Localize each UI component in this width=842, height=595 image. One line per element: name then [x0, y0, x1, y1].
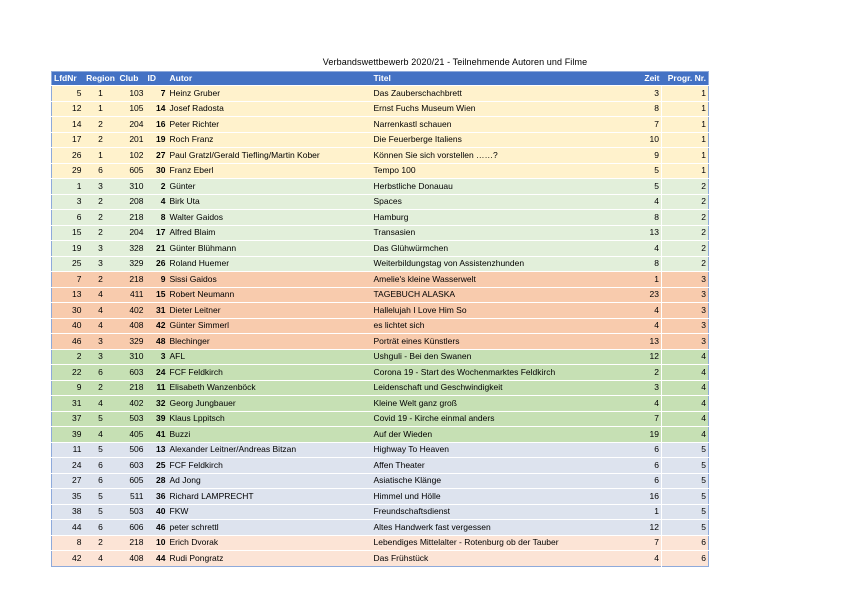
cell-region: 1 [84, 148, 118, 164]
cell-club: 204 [118, 225, 146, 241]
cell-club: 503 [118, 504, 146, 520]
cell-lfdnr: 8 [52, 535, 84, 551]
cell-titel: Affen Theater [372, 458, 622, 474]
cell-region: 4 [84, 551, 118, 567]
cell-zeit: 10 [622, 132, 662, 148]
cell-club: 201 [118, 132, 146, 148]
cell-lfdnr: 6 [52, 210, 84, 226]
cell-zeit: 23 [622, 287, 662, 303]
cell-titel: Ernst Fuchs Museum Wien [372, 101, 622, 117]
document-title [0, 57, 760, 67]
cell-progr-nr: 6 [662, 551, 709, 567]
table-row [52, 210, 709, 226]
cell-id: 44 [146, 551, 168, 567]
cell-zeit: 12 [622, 520, 662, 536]
cell-titel: Porträt eines Künstlers [372, 334, 622, 350]
cell-id: 30 [146, 163, 168, 179]
cell-id: 4 [146, 194, 168, 210]
cell-club: 103 [118, 86, 146, 102]
cell-lfdnr: 11 [52, 442, 84, 458]
cell-autor: Ad Jong [168, 473, 372, 489]
cell-autor: Roch Franz [168, 132, 372, 148]
cell-club: 605 [118, 163, 146, 179]
cell-region: 3 [84, 179, 118, 195]
cell-titel: Amelie's kleine Wasserwelt [372, 272, 622, 288]
cell-id: 2 [146, 179, 168, 195]
cell-region: 2 [84, 132, 118, 148]
cell-club: 218 [118, 210, 146, 226]
table-row [52, 194, 709, 210]
cell-id: 25 [146, 458, 168, 474]
cell-titel: Herbstliche Donauau [372, 179, 622, 195]
cell-progr-nr: 3 [662, 272, 709, 288]
cell-zeit: 19 [622, 427, 662, 443]
cell-zeit: 7 [622, 411, 662, 427]
cell-zeit: 6 [622, 442, 662, 458]
cell-region: 4 [84, 303, 118, 319]
cell-lfdnr: 3 [52, 194, 84, 210]
cell-autor: Günter Blühmann [168, 241, 372, 257]
cell-progr-nr: 3 [662, 334, 709, 350]
cell-autor: Roland Huemer [168, 256, 372, 272]
cell-region: 2 [84, 535, 118, 551]
cell-autor: FCF Feldkirch [168, 458, 372, 474]
cell-zeit: 13 [622, 225, 662, 241]
table-header [52, 72, 709, 86]
cell-zeit: 8 [622, 101, 662, 117]
cell-zeit: 8 [622, 210, 662, 226]
cell-region: 2 [84, 210, 118, 226]
table-body [52, 86, 709, 567]
cell-lfdnr: 39 [52, 427, 84, 443]
cell-id: 32 [146, 396, 168, 412]
table-row [52, 535, 709, 551]
cell-zeit: 3 [622, 86, 662, 102]
cell-region: 5 [84, 442, 118, 458]
cell-region: 5 [84, 504, 118, 520]
table-row [52, 101, 709, 117]
cell-club: 102 [118, 148, 146, 164]
column-header-zeit: Zeit [622, 72, 662, 86]
cell-zeit: 1 [622, 504, 662, 520]
cell-progr-nr: 1 [662, 132, 709, 148]
table-row [52, 148, 709, 164]
cell-id: 31 [146, 303, 168, 319]
cell-club: 405 [118, 427, 146, 443]
cell-region: 3 [84, 349, 118, 365]
cell-lfdnr: 29 [52, 163, 84, 179]
cell-id: 10 [146, 535, 168, 551]
table-row [52, 163, 709, 179]
table-row [52, 489, 709, 505]
cell-lfdnr: 22 [52, 365, 84, 381]
cell-id: 42 [146, 318, 168, 334]
cell-lfdnr: 19 [52, 241, 84, 257]
cell-zeit: 1 [622, 272, 662, 288]
cell-progr-nr: 1 [662, 148, 709, 164]
table-row [52, 349, 709, 365]
table-row [52, 504, 709, 520]
cell-club: 506 [118, 442, 146, 458]
cell-progr-nr: 2 [662, 194, 709, 210]
cell-progr-nr: 5 [662, 473, 709, 489]
cell-progr-nr: 3 [662, 303, 709, 319]
cell-titel: Kleine Welt ganz groß [372, 396, 622, 412]
cell-lfdnr: 9 [52, 380, 84, 396]
cell-progr-nr: 1 [662, 101, 709, 117]
cell-progr-nr: 4 [662, 380, 709, 396]
cell-id: 14 [146, 101, 168, 117]
cell-autor: Josef Radosta [168, 101, 372, 117]
cell-titel: Freundschaftsdienst [372, 504, 622, 520]
cell-titel: Leidenschaft und Geschwindigkeit [372, 380, 622, 396]
cell-progr-nr: 3 [662, 318, 709, 334]
cell-region: 6 [84, 520, 118, 536]
cell-zeit: 6 [622, 473, 662, 489]
table-row [52, 241, 709, 257]
cell-titel: Altes Handwerk fast vergessen [372, 520, 622, 536]
cell-zeit: 4 [622, 303, 662, 319]
table-row [52, 117, 709, 133]
column-header-titel: Titel [372, 72, 622, 86]
cell-lfdnr: 35 [52, 489, 84, 505]
table-row [52, 380, 709, 396]
cell-lfdnr: 38 [52, 504, 84, 520]
cell-autor: Sissi Gaidos [168, 272, 372, 288]
header-row [52, 72, 709, 86]
cell-club: 511 [118, 489, 146, 505]
table-row [52, 303, 709, 319]
column-header-autor: Autor [168, 72, 372, 86]
cell-titel: Das Glühwürmchen [372, 241, 622, 257]
cell-club: 208 [118, 194, 146, 210]
cell-club: 218 [118, 535, 146, 551]
table-row [52, 225, 709, 241]
cell-progr-nr: 5 [662, 442, 709, 458]
cell-region: 6 [84, 458, 118, 474]
cell-lfdnr: 5 [52, 86, 84, 102]
cell-club: 606 [118, 520, 146, 536]
cell-id: 7 [146, 86, 168, 102]
cell-titel: Ushguli - Bei den Swanen [372, 349, 622, 365]
cell-id: 39 [146, 411, 168, 427]
document-title-text: Verbandswettbewerb 2020/21 - Teilnehmende Autoren und Filme [322, 57, 588, 67]
cell-zeit: 8 [622, 256, 662, 272]
cell-region: 3 [84, 241, 118, 257]
cell-id: 48 [146, 334, 168, 350]
table-row [52, 272, 709, 288]
cell-titel: Können Sie sich vorstellen ……? [372, 148, 622, 164]
cell-titel: Himmel und Hölle [372, 489, 622, 505]
cell-zeit: 4 [622, 194, 662, 210]
cell-titel: Covid 19 - Kirche einmal anders [372, 411, 622, 427]
cell-lfdnr: 37 [52, 411, 84, 427]
cell-club: 218 [118, 380, 146, 396]
table-row [52, 86, 709, 102]
cell-titel: Das Frühstück [372, 551, 622, 567]
cell-progr-nr: 6 [662, 535, 709, 551]
cell-zeit: 9 [622, 148, 662, 164]
cell-id: 41 [146, 427, 168, 443]
cell-id: 17 [146, 225, 168, 241]
cell-zeit: 13 [622, 334, 662, 350]
cell-titel: Das Zauberschachbrett [372, 86, 622, 102]
cell-lfdnr: 31 [52, 396, 84, 412]
cell-progr-nr: 1 [662, 86, 709, 102]
cell-progr-nr: 2 [662, 210, 709, 226]
cell-region: 4 [84, 427, 118, 443]
table-row [52, 179, 709, 195]
cell-autor: Franz Eberl [168, 163, 372, 179]
cell-club: 402 [118, 303, 146, 319]
cell-club: 408 [118, 551, 146, 567]
cell-region: 4 [84, 287, 118, 303]
cell-autor: Klaus Lppitsch [168, 411, 372, 427]
table-row [52, 256, 709, 272]
column-header-club: Club [118, 72, 146, 86]
cell-autor: Dieter Leitner [168, 303, 372, 319]
table-row [52, 318, 709, 334]
cell-titel: Die Feuerberge Italiens [372, 132, 622, 148]
table-row [52, 458, 709, 474]
cell-titel: Hallelujah I Love Him So [372, 303, 622, 319]
cell-id: 40 [146, 504, 168, 520]
cell-lfdnr: 24 [52, 458, 84, 474]
cell-id: 8 [146, 210, 168, 226]
cell-lfdnr: 2 [52, 349, 84, 365]
cell-progr-nr: 4 [662, 349, 709, 365]
cell-zeit: 4 [622, 396, 662, 412]
cell-region: 6 [84, 163, 118, 179]
cell-titel: Transasien [372, 225, 622, 241]
cell-autor: Alfred Blaim [168, 225, 372, 241]
cell-region: 4 [84, 318, 118, 334]
cell-id: 13 [146, 442, 168, 458]
cell-id: 9 [146, 272, 168, 288]
cell-lfdnr: 30 [52, 303, 84, 319]
cell-zeit: 3 [622, 380, 662, 396]
column-header-region: Region [84, 72, 118, 86]
cell-progr-nr: 5 [662, 520, 709, 536]
cell-progr-nr: 4 [662, 365, 709, 381]
column-header-id: ID [146, 72, 168, 86]
cell-lfdnr: 42 [52, 551, 84, 567]
cell-club: 218 [118, 272, 146, 288]
cell-id: 3 [146, 349, 168, 365]
cell-autor: Alexander Leitner/Andreas Bitzan [168, 442, 372, 458]
table-row [52, 427, 709, 443]
cell-id: 24 [146, 365, 168, 381]
cell-titel: Corona 19 - Start des Wochenmarktes Feldkirch [372, 365, 622, 381]
table-row [52, 396, 709, 412]
cell-region: 5 [84, 411, 118, 427]
cell-progr-nr: 2 [662, 241, 709, 257]
cell-id: 15 [146, 287, 168, 303]
cell-id: 27 [146, 148, 168, 164]
cell-lfdnr: 27 [52, 473, 84, 489]
cell-autor: FKW [168, 504, 372, 520]
cell-club: 408 [118, 318, 146, 334]
table-row [52, 334, 709, 350]
cell-autor: Richard LAMPRECHT [168, 489, 372, 505]
column-header-progr-nr: Progr. Nr. [662, 72, 709, 86]
table-row [52, 365, 709, 381]
cell-club: 310 [118, 179, 146, 195]
cell-region: 3 [84, 256, 118, 272]
cell-zeit: 12 [622, 349, 662, 365]
cell-autor: Birk Uta [168, 194, 372, 210]
cell-club: 603 [118, 365, 146, 381]
cell-progr-nr: 2 [662, 256, 709, 272]
cell-titel: es lichtet sich [372, 318, 622, 334]
cell-titel: TAGEBUCH ALASKA [372, 287, 622, 303]
cell-progr-nr: 1 [662, 117, 709, 133]
cell-titel: Narrenkastl schauen [372, 117, 622, 133]
cell-autor: Rudi Pongratz [168, 551, 372, 567]
cell-zeit: 6 [622, 458, 662, 474]
cell-lfdnr: 40 [52, 318, 84, 334]
cell-zeit: 4 [622, 241, 662, 257]
cell-region: 2 [84, 194, 118, 210]
cell-lfdnr: 25 [52, 256, 84, 272]
cell-zeit: 4 [622, 318, 662, 334]
cell-autor: Robert Neumann [168, 287, 372, 303]
cell-club: 411 [118, 287, 146, 303]
cell-lfdnr: 44 [52, 520, 84, 536]
table-row [52, 287, 709, 303]
cell-autor: Günter [168, 179, 372, 195]
cell-region: 6 [84, 365, 118, 381]
cell-autor: Walter Gaidos [168, 210, 372, 226]
cell-autor: Blechinger [168, 334, 372, 350]
cell-autor: peter schrettl [168, 520, 372, 536]
cell-zeit: 7 [622, 535, 662, 551]
column-header-lfdnr: LfdNr [52, 72, 84, 86]
cell-id: 28 [146, 473, 168, 489]
cell-region: 5 [84, 489, 118, 505]
cell-club: 328 [118, 241, 146, 257]
table-row [52, 520, 709, 536]
cell-region: 2 [84, 225, 118, 241]
cell-lfdnr: 13 [52, 287, 84, 303]
cell-zeit: 7 [622, 117, 662, 133]
cell-titel: Lebendiges Mittelalter - Rotenburg ob der Tauber [372, 535, 622, 551]
cell-club: 329 [118, 334, 146, 350]
cell-zeit: 16 [622, 489, 662, 505]
cell-club: 105 [118, 101, 146, 117]
cell-autor: FCF Feldkirch [168, 365, 372, 381]
cell-lfdnr: 1 [52, 179, 84, 195]
table-row [52, 551, 709, 567]
cell-region: 3 [84, 334, 118, 350]
table-row [52, 411, 709, 427]
cell-lfdnr: 15 [52, 225, 84, 241]
cell-autor: Elisabeth Wanzenböck [168, 380, 372, 396]
cell-id: 21 [146, 241, 168, 257]
cell-club: 310 [118, 349, 146, 365]
cell-autor: Heinz Gruber [168, 86, 372, 102]
cell-lfdnr: 46 [52, 334, 84, 350]
cell-club: 503 [118, 411, 146, 427]
cell-progr-nr: 5 [662, 458, 709, 474]
cell-club: 402 [118, 396, 146, 412]
cell-club: 204 [118, 117, 146, 133]
cell-id: 11 [146, 380, 168, 396]
cell-autor: Buzzi [168, 427, 372, 443]
cell-progr-nr: 5 [662, 504, 709, 520]
cell-progr-nr: 2 [662, 225, 709, 241]
cell-club: 605 [118, 473, 146, 489]
cell-progr-nr: 3 [662, 287, 709, 303]
cell-autor: Erich Dvorak [168, 535, 372, 551]
cell-id: 36 [146, 489, 168, 505]
cell-zeit: 2 [622, 365, 662, 381]
cell-titel: Hamburg [372, 210, 622, 226]
cell-id: 26 [146, 256, 168, 272]
cell-zeit: 5 [622, 163, 662, 179]
cell-region: 6 [84, 473, 118, 489]
cell-zeit: 5 [622, 179, 662, 195]
cell-autor: Georg Jungbauer [168, 396, 372, 412]
cell-titel: Asiatische Klänge [372, 473, 622, 489]
film-table [51, 71, 709, 567]
cell-titel: Highway To Heaven [372, 442, 622, 458]
cell-region: 1 [84, 101, 118, 117]
cell-club: 329 [118, 256, 146, 272]
table-row [52, 473, 709, 489]
cell-titel: Auf der Wieden [372, 427, 622, 443]
cell-autor: Günter Simmerl [168, 318, 372, 334]
cell-zeit: 4 [622, 551, 662, 567]
cell-progr-nr: 4 [662, 396, 709, 412]
cell-autor: Peter Richter [168, 117, 372, 133]
cell-progr-nr: 1 [662, 163, 709, 179]
cell-progr-nr: 5 [662, 489, 709, 505]
cell-lfdnr: 17 [52, 132, 84, 148]
table-row [52, 442, 709, 458]
cell-id: 19 [146, 132, 168, 148]
cell-region: 1 [84, 86, 118, 102]
cell-id: 46 [146, 520, 168, 536]
cell-lfdnr: 12 [52, 101, 84, 117]
cell-region: 2 [84, 117, 118, 133]
cell-autor: Paul Gratzl/Gerald Tiefling/Martin Kober [168, 148, 372, 164]
cell-region: 2 [84, 272, 118, 288]
cell-autor: AFL [168, 349, 372, 365]
cell-progr-nr: 4 [662, 427, 709, 443]
cell-lfdnr: 14 [52, 117, 84, 133]
cell-region: 2 [84, 380, 118, 396]
cell-club: 603 [118, 458, 146, 474]
cell-titel: Tempo 100 [372, 163, 622, 179]
cell-titel: Spaces [372, 194, 622, 210]
cell-id: 16 [146, 117, 168, 133]
cell-titel: Weiterbildungstag von Assistenzhunden [372, 256, 622, 272]
cell-progr-nr: 4 [662, 411, 709, 427]
table-row [52, 132, 709, 148]
cell-progr-nr: 2 [662, 179, 709, 195]
cell-lfdnr: 26 [52, 148, 84, 164]
cell-lfdnr: 7 [52, 272, 84, 288]
cell-region: 4 [84, 396, 118, 412]
